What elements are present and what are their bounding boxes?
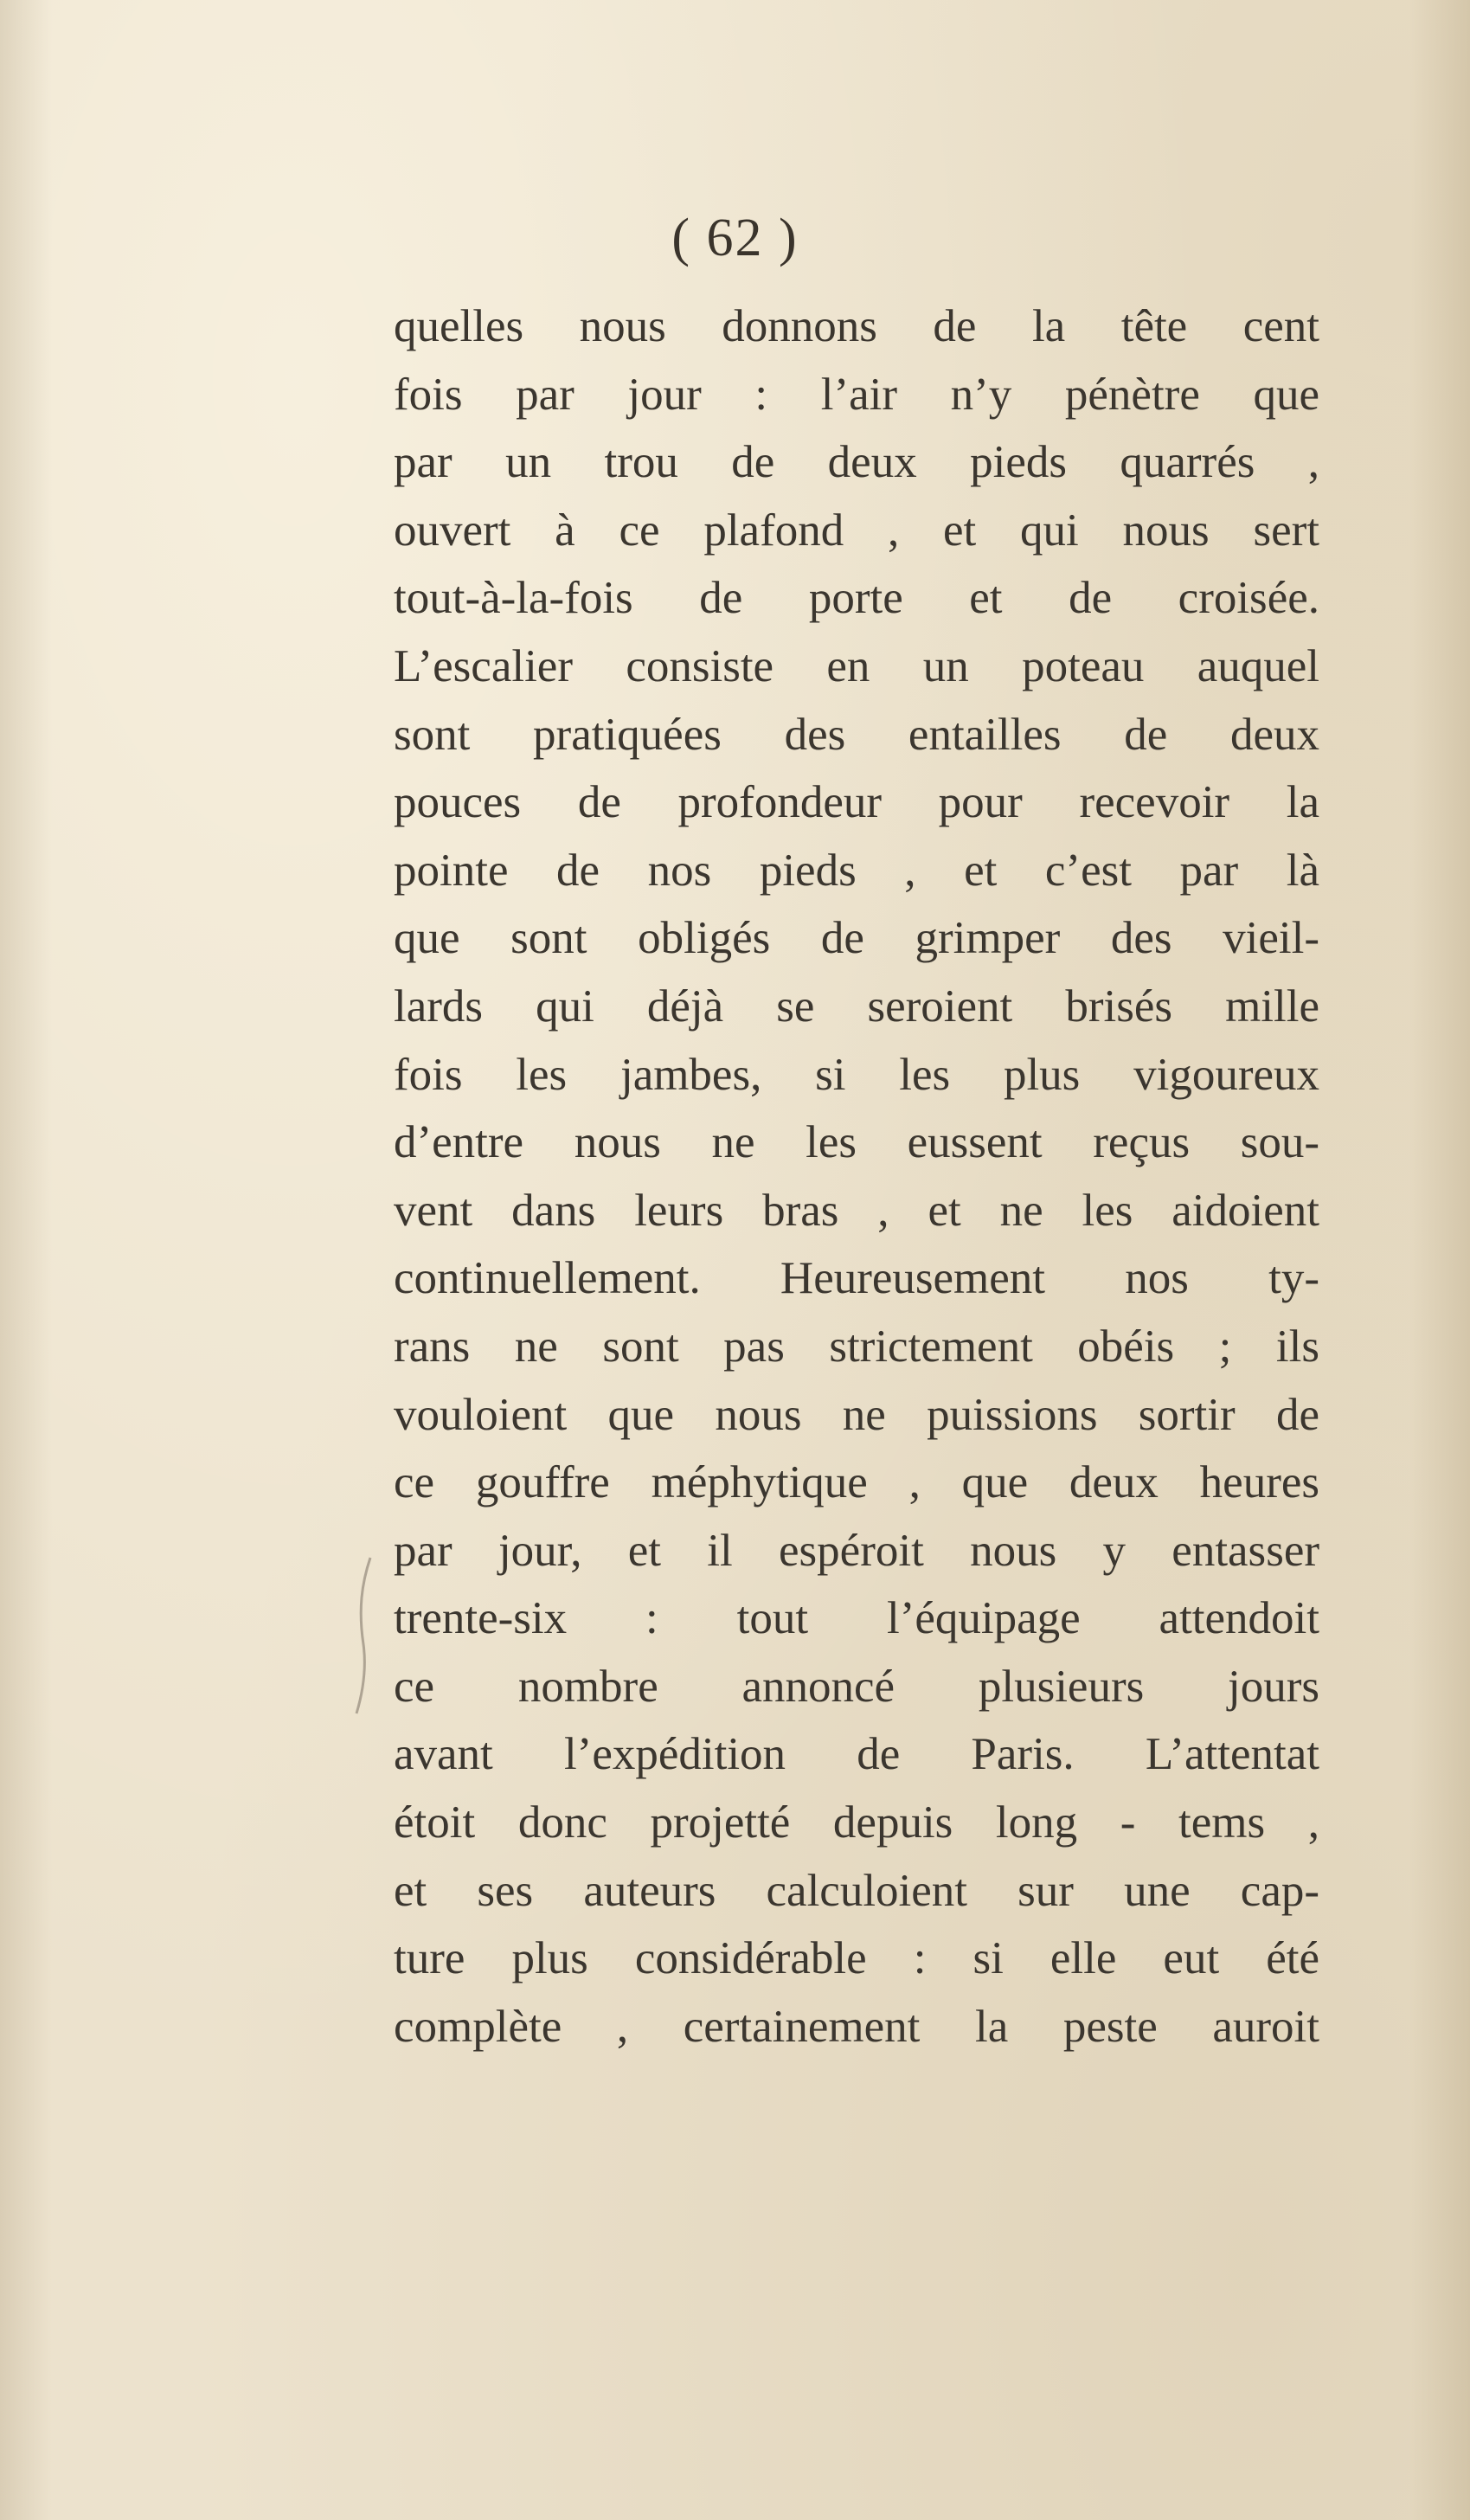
text-line: lards qui déjà se seroient brisés mille (394, 980, 1319, 1032)
text-line: continuellement. Heureusement nos ty- (394, 1253, 1319, 1304)
text-line: que sont obligés de grimper des vieil- (394, 913, 1319, 964)
text-line: quelles nous donnons de la tête cent (394, 301, 1319, 351)
text-line: fois les jambes, si les plus vigoureux (394, 1049, 1319, 1100)
text-line: ce gouffre méphytique , que deux heures (394, 1457, 1319, 1508)
text-line: étoit donc projetté depuis long - tems , (394, 1797, 1319, 1848)
text-line: d’entre nous ne les eussent reçus sou- (394, 1117, 1319, 1168)
text-line: par jour, et il espéroit nous y entasser (394, 1525, 1319, 1576)
text-line: pouces de profondeur pour recevoir la (394, 777, 1319, 828)
text-line: complète , certainement la peste auroit (394, 2001, 1319, 2052)
text-line: ouvert à ce plafond , et qui nous sert (394, 505, 1319, 556)
text-line: L’escalier consiste en un poteau auquel (394, 640, 1319, 691)
text-line: ture plus considérable : si elle eut été (394, 1933, 1319, 1984)
text-line: par un trou de deux pieds quarrés , (394, 437, 1319, 488)
body-text (394, 292, 1319, 2060)
text-line: tout-à-la-fois de porte et de croisée. (394, 573, 1319, 624)
text-line: fois par jour : l’air n’y pénètre que (394, 369, 1319, 420)
text-line: et ses auteurs calculoient sur une cap- (394, 1865, 1319, 1916)
text-line: avant l’expédition de Paris. L’attentat (394, 1729, 1319, 1780)
page-number: ( 62 ) (671, 209, 799, 267)
text-line: rans ne sont pas strictement obéis ; ils (394, 1321, 1319, 1372)
page-edge-shadow (1409, 0, 1470, 2520)
text-line: trente-six : tout l’équipage attendoit (394, 1593, 1319, 1644)
text-line: pointe de nos pieds , et c’est par là (394, 845, 1319, 896)
text-line: vent dans leurs bras , et ne les aidoient (394, 1185, 1319, 1236)
gutter-shadow (0, 0, 52, 2520)
margin-pencil-mark (346, 1549, 381, 1722)
text-line: sont pratiquées des entailles de deux (394, 709, 1319, 760)
text-line: vouloient que nous ne puissions sortir de (394, 1389, 1319, 1440)
text-line: ce nombre annoncé plusieurs jours (394, 1661, 1319, 1712)
